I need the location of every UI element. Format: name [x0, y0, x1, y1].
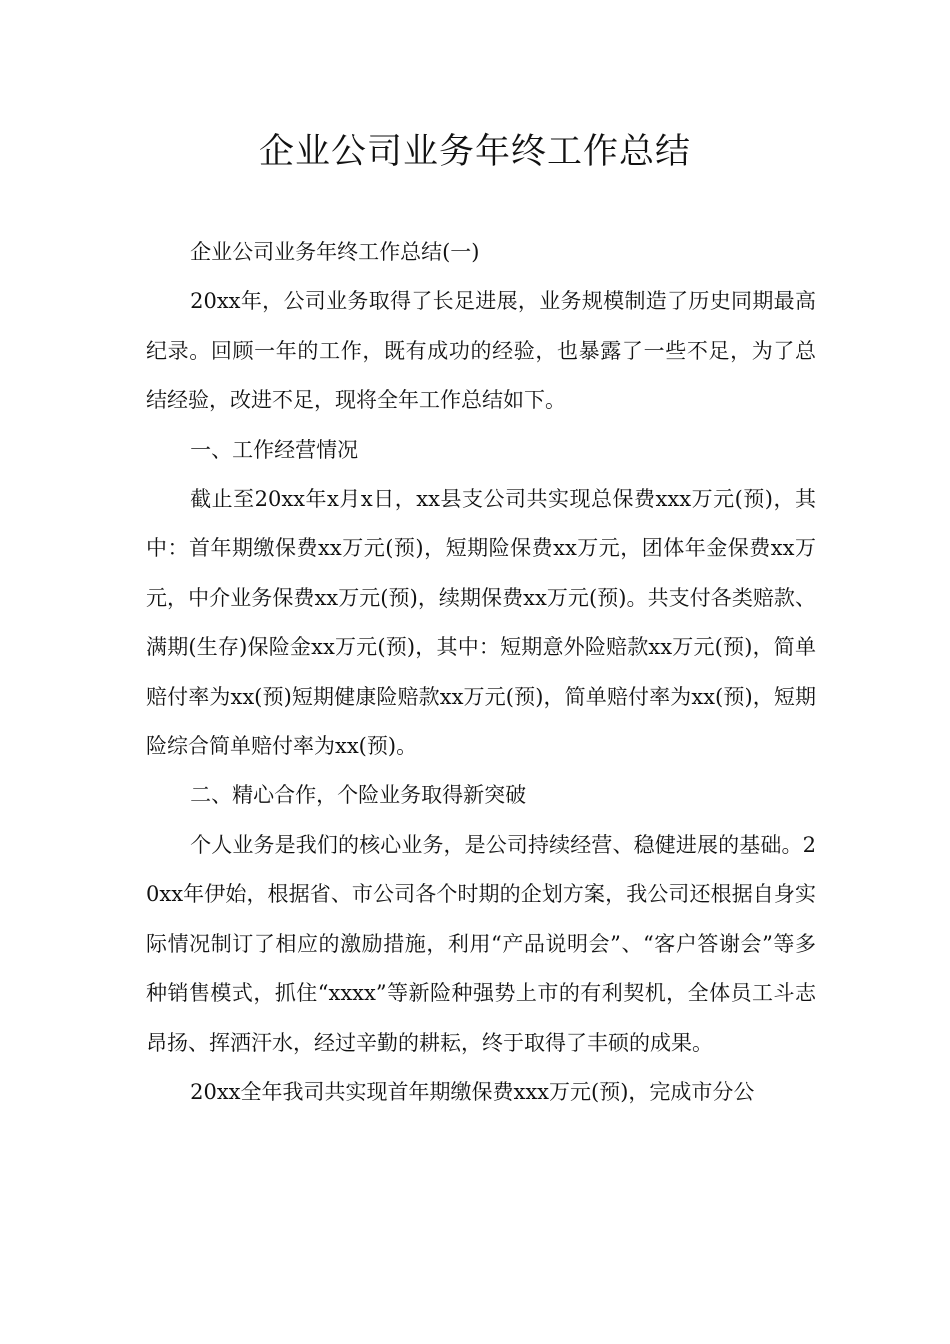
document-title: 企业公司业务年终工作总结: [258, 132, 691, 172]
paragraph-operations: 截止至20xx年x月x日，xx县支公司共实现总保费xxx万元(预)，其中：首年期缴保费xx万元(预)，短期险保费xx万元，团体年金保费xx万元，中介业务保费xx万元(预)，续期保费xx万元(预)。共支付各类赔款、满期(生存)保险金xx万元(预)，其中：短期意外险赔款xx万元(预)，简单赔付率为xx(预)短期健康险赔款xx万元(预)，简单赔付率为xx(预)，短期险综合简单赔付率为xx(预)。: [146, 487, 816, 759]
paragraph-intro: 20xx年，公司业务取得了长足进展，业务规模制造了历史同期最高纪录。回顾一年的工作，既有成功的经验，也暴露了一些不足，为了总结经验，改进不足，现将全年工作总结如下。: [146, 289, 816, 413]
section-heading-2: 二、精心合作，个险业务取得新突破: [190, 783, 527, 808]
section-heading-1: 一、工作经营情况: [190, 437, 359, 462]
paragraph-individual-business: 个人业务是我们的核心业务，是公司持续经营、稳健进展的基础。20xx年伊始，根据省、市公司各个时期的企划方案，我公司还根据自身实际情况制订了相应的激励措施，利用“产品说明会”、“客户答谢会”等多种销售模式，抓住“xxxx”等新险种强势上市的有利契机，全体员工斗志昂扬、挥洒汗水，经过辛勤的耕耘，终于取得了丰硕的成果。: [146, 832, 816, 1055]
paragraph-subtitle: 企业公司业务年终工作总结(一): [190, 240, 480, 264]
document-body: [146, 228, 816, 1117]
paragraph-annual-results: 20xx全年我司共实现首年期缴保费xxx万元(预)，完成市分公: [190, 1079, 755, 1104]
